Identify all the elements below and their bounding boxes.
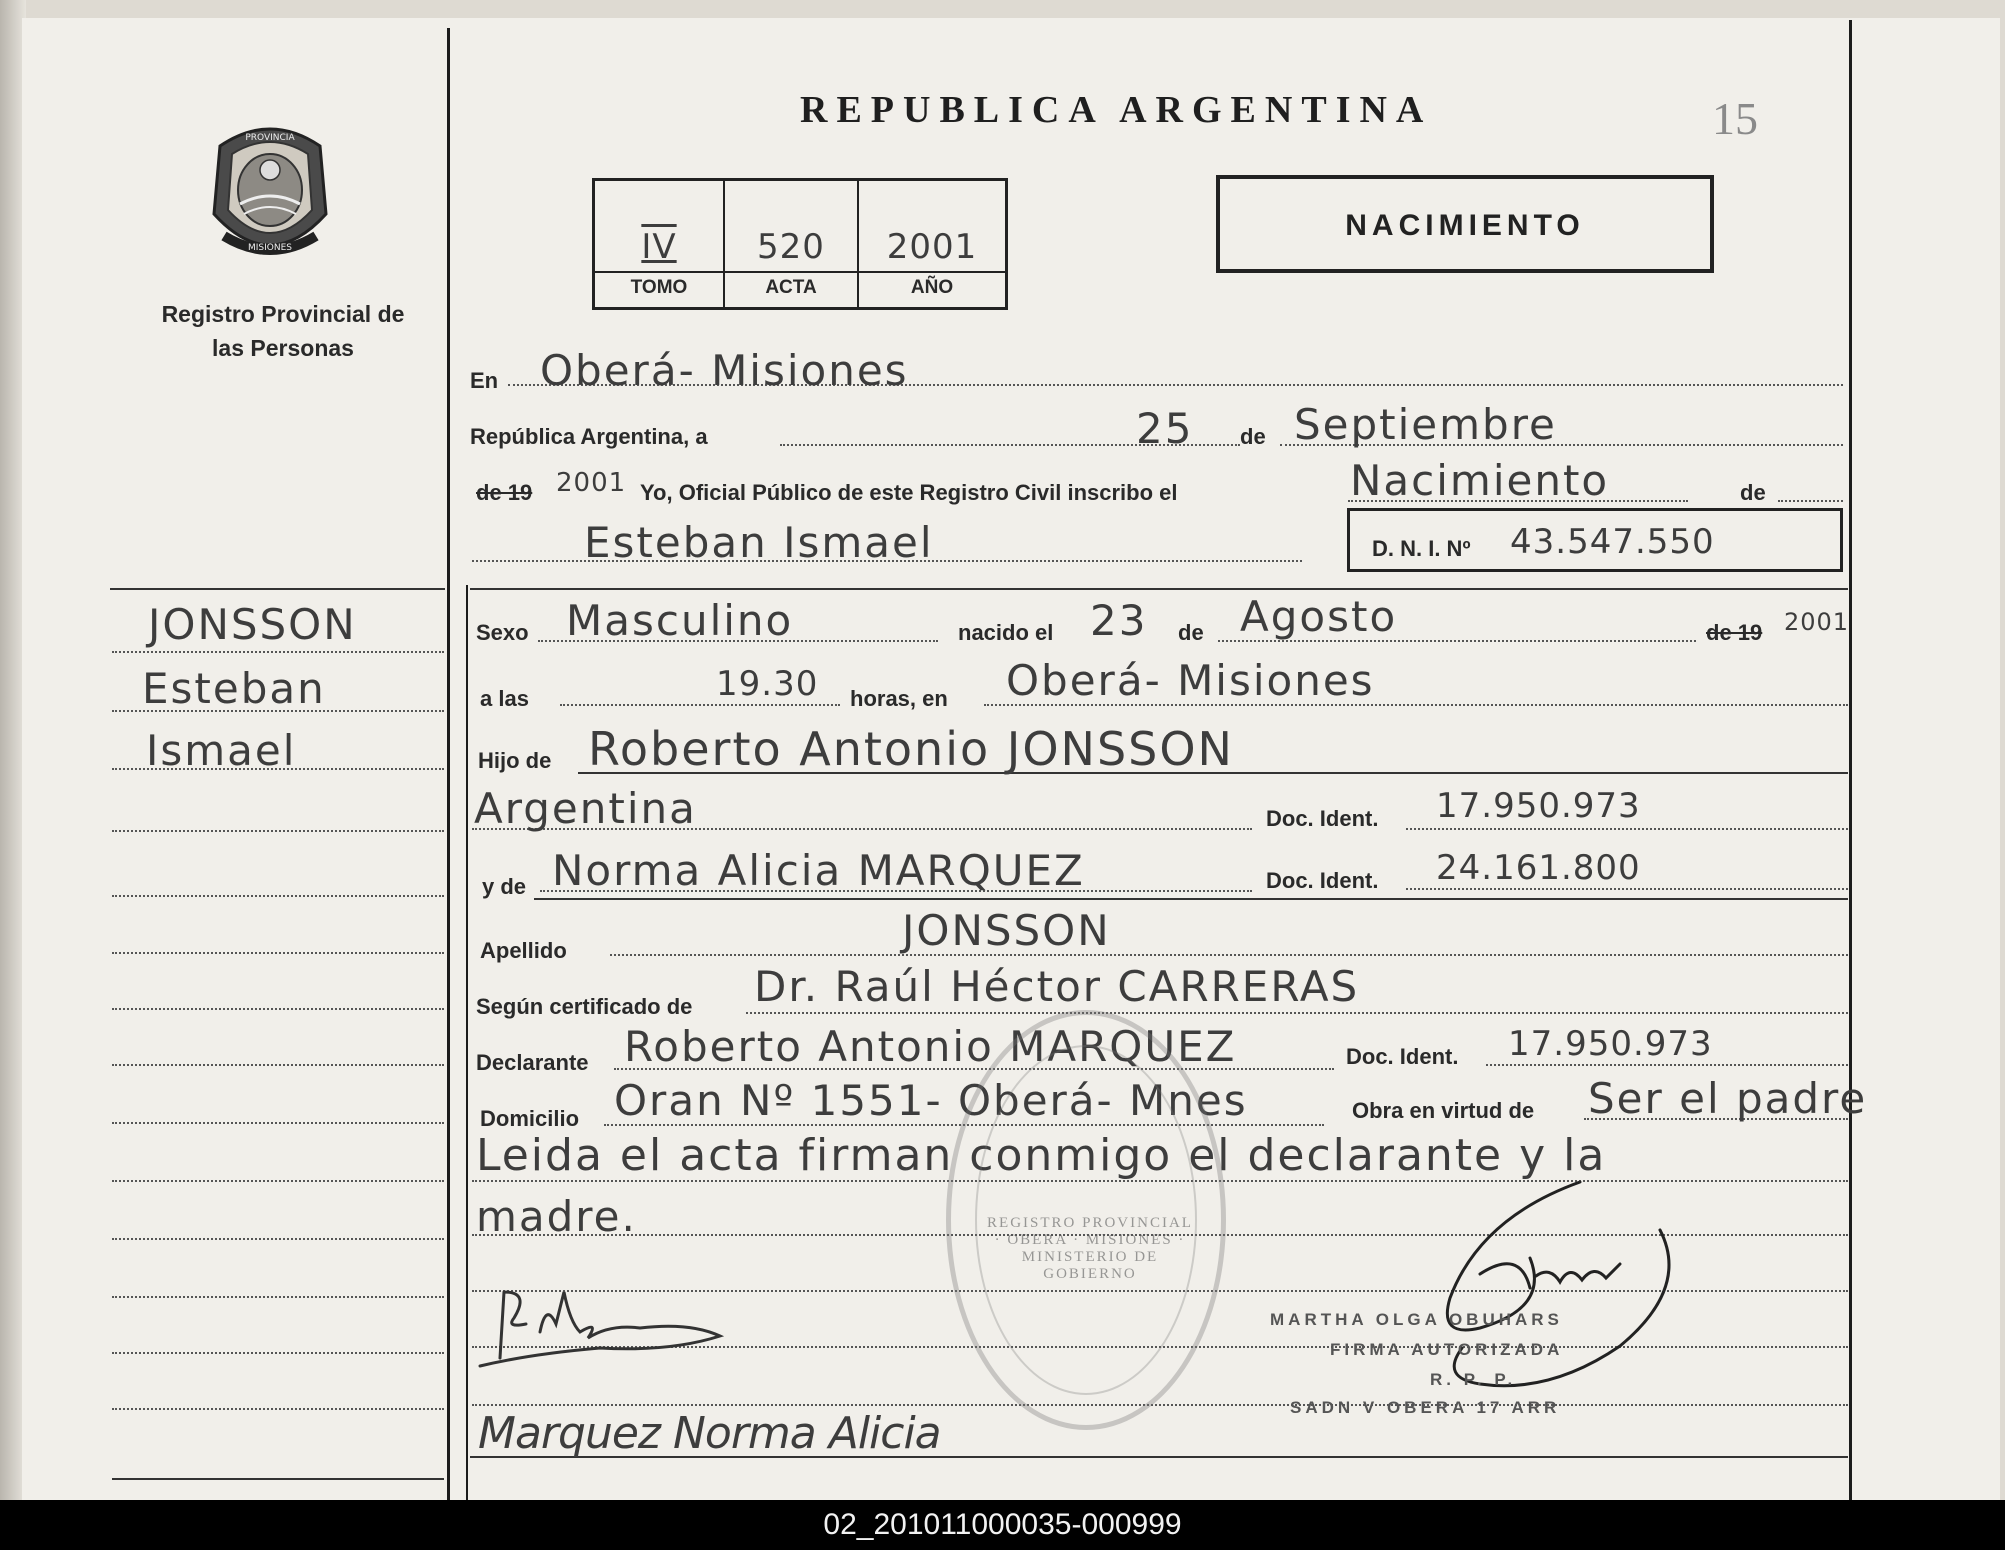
- de-label-3: de: [1178, 620, 1204, 645]
- y-de-label: y de: [482, 874, 527, 899]
- official-seal: [946, 1010, 1226, 1430]
- act-type-value: Nacimiento: [1350, 456, 1610, 505]
- margin-line: [112, 768, 444, 770]
- mother-signature: Marquez Norma Alicia: [478, 1408, 941, 1459]
- margin-line: [112, 1064, 444, 1066]
- margin-line: [112, 651, 444, 653]
- day-value: 25: [1136, 404, 1194, 453]
- document-type-box: [1216, 175, 1714, 273]
- right-border: [1849, 20, 1852, 1500]
- acta-value: 520: [757, 227, 825, 267]
- anio-label: AÑO: [910, 277, 954, 298]
- year-prefix-label: de 19: [476, 480, 533, 505]
- mother-doc-line: [1406, 888, 1848, 890]
- en-label: En: [470, 368, 499, 393]
- horas-label: horas, en: [850, 686, 948, 711]
- sexo-label: Sexo: [476, 620, 529, 645]
- stamp-line-3: R. P. P.: [1430, 1370, 1517, 1389]
- svg-text:MISIONES: MISIONES: [247, 243, 293, 253]
- father-nationality-value: Argentina: [474, 784, 697, 833]
- acta-cell: [725, 181, 859, 307]
- birth-year-prefix: de 19: [1706, 620, 1763, 645]
- doc-ident-label-3: Doc. Ident.: [1346, 1044, 1459, 1069]
- tomo-label: TOMO: [630, 277, 688, 298]
- mother-doc-value: 24.161.800: [1436, 848, 1641, 888]
- inner-column-divider: [466, 585, 468, 1500]
- image-code: 02_201011000035-000999: [823, 1508, 1182, 1541]
- margin-second-name: Ismael: [146, 726, 297, 775]
- hour-value: 19.30: [716, 664, 819, 704]
- margin-line: [112, 952, 444, 954]
- margin-line: [112, 830, 444, 832]
- child-name-value: Esteban Ismael: [584, 518, 934, 567]
- document-type: NACIMIENTO: [1345, 209, 1585, 242]
- doc-ident-label: Doc. Ident.: [1266, 806, 1379, 831]
- tomo-value: IV: [641, 227, 677, 267]
- apellido-value: JONSSON: [902, 906, 1111, 955]
- acta-label: ACTA: [765, 277, 817, 298]
- obra-label: Obra en virtud de: [1352, 1098, 1535, 1123]
- official-signature: [1360, 1178, 1680, 1408]
- father-value: Roberto Antonio JONSSON: [588, 722, 1234, 776]
- republica-label: República Argentina, a: [470, 424, 708, 449]
- month-value: Septiembre: [1294, 400, 1557, 449]
- doc-ident-label-2: Doc. Ident.: [1266, 868, 1379, 893]
- margin-first-name: Esteban: [142, 664, 326, 713]
- de-line-2: [1778, 500, 1843, 502]
- declarante-value: Roberto Antonio MARQUEZ: [624, 1022, 1237, 1071]
- stamp-line-1: MARTHA OLGA OBUHARS: [1270, 1310, 1563, 1329]
- dni-label: D. N. I. Nº: [1372, 536, 1471, 561]
- page-number: 15: [1712, 93, 1758, 144]
- registry-name: Registro Provincial de las Personas: [161, 301, 405, 361]
- margin-line: [112, 1238, 444, 1240]
- stamp-line-2: FIRMA AUTORIZADA: [1330, 1340, 1564, 1359]
- en-value: Oberá- Misiones: [540, 346, 909, 395]
- father-doc-value: 17.950.973: [1436, 786, 1641, 826]
- note-line-1: Leida el acta firman conmigo el declarante y la: [476, 1130, 1607, 1181]
- margin-line: [112, 1122, 444, 1124]
- declarant-signature: [470, 1262, 730, 1382]
- left-column-divider: [447, 28, 450, 1500]
- birth-month-value: Agosto: [1240, 592, 1398, 641]
- margin-line: [112, 1408, 444, 1410]
- year-value: 2001: [556, 468, 627, 498]
- mother-value: Norma Alicia MARQUEZ: [552, 846, 1085, 895]
- declarante-label: Declarante: [476, 1050, 589, 1075]
- apellido-line: [610, 954, 1848, 956]
- domicilio-value: Oran Nº 1551- Oberá- Mnes: [614, 1076, 1248, 1125]
- margin-line: [112, 1180, 444, 1182]
- anio-value: 2001: [886, 227, 978, 267]
- parents-rule: [534, 898, 1848, 900]
- image-caption-bar: [0, 1500, 2005, 1550]
- declarante-doc-line: [1486, 1064, 1848, 1066]
- certificado-line: [746, 1012, 1848, 1014]
- sexo-value: Masculino: [566, 596, 794, 645]
- certificado-label: Según certificado de: [476, 994, 693, 1019]
- hijo-label: Hijo de: [478, 748, 552, 773]
- note-line-2: madre.: [476, 1192, 637, 1241]
- de-label-2: de: [1740, 480, 1766, 505]
- page-title: REPUBLICA ARGENTINA: [800, 89, 1433, 131]
- margin-line: [112, 1008, 444, 1010]
- svg-text:PROVINCIA: PROVINCIA: [245, 133, 295, 143]
- provincial-emblem-icon: [200, 118, 340, 268]
- obra-value: Ser el padre: [1588, 1074, 1868, 1123]
- margin-rule-bottom: [112, 1478, 444, 1480]
- declarante-doc-value: 17.950.973: [1508, 1024, 1713, 1064]
- father-doc-line: [1406, 828, 1848, 830]
- margin-line: [112, 1352, 444, 1354]
- a-las-label: a las: [480, 686, 529, 711]
- margin-surname: JONSSON: [148, 600, 357, 649]
- inscribo-label: Yo, Oficial Público de este Registro Civil inscribo el: [640, 480, 1178, 505]
- margin-line: [112, 895, 444, 897]
- margin-line: [112, 710, 444, 712]
- hour-line: [560, 704, 840, 706]
- dni-value: 43.547.550: [1510, 522, 1715, 562]
- nacido-label: nacido el: [958, 620, 1054, 645]
- margin-line: [112, 1296, 444, 1298]
- section-rule: [470, 588, 1848, 590]
- de-label: de: [1240, 424, 1266, 449]
- domicilio-label: Domicilio: [480, 1106, 580, 1131]
- tomo-cell: [595, 181, 725, 307]
- anio-cell: [859, 181, 1005, 307]
- certificado-value: Dr. Raúl Héctor CARRERAS: [754, 962, 1360, 1011]
- registration-box: [592, 178, 1008, 310]
- margin-rule-top: [110, 588, 445, 590]
- birth-year-value: 2001: [1784, 608, 1850, 636]
- birth-place-value: Oberá- Misiones: [1006, 656, 1375, 705]
- apellido-label: Apellido: [480, 938, 567, 963]
- stamp-line-4: SADN V OBERA 17 ARR: [1290, 1398, 1561, 1417]
- birth-day-value: 23: [1090, 596, 1148, 645]
- seal-text: REGISTRO PROVINCIAL · OBERA · MISIONES · MINISTERIO DE GOBIERNO: [987, 1215, 1193, 1282]
